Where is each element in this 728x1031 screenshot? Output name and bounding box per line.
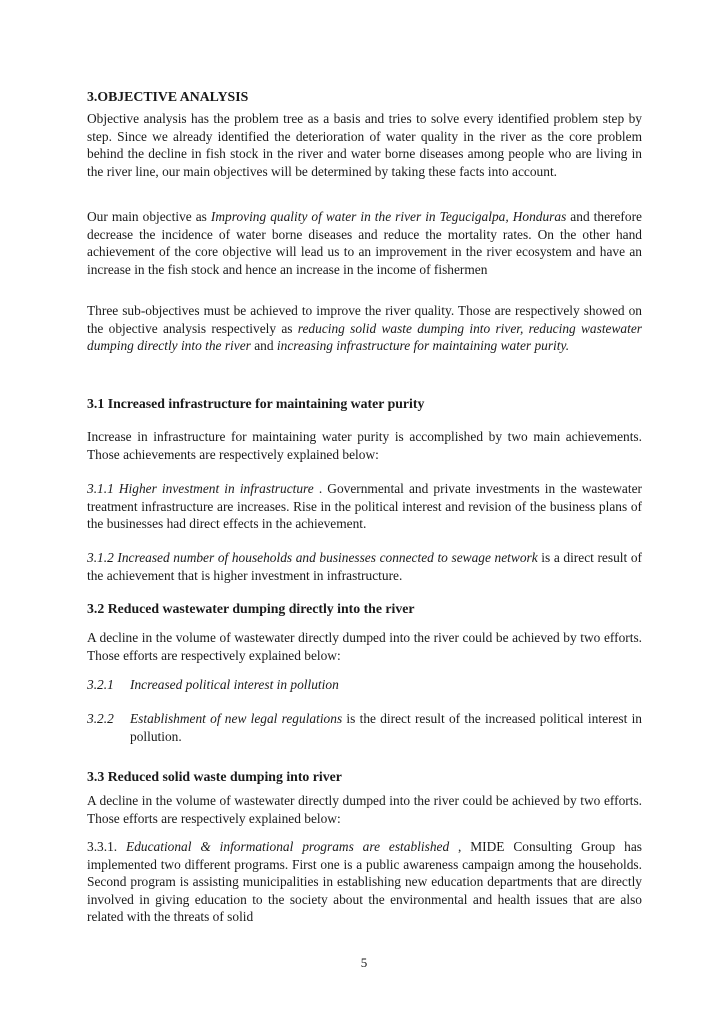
paragraph-objective-intro: Objective analysis has the problem tree as a basis and tries to solve every identified problem step by step. Since we already identified the deterioration of water quality in the river as the core problem behind the decline in fish stock in the river and water borne diseases among people who are living in the river line, our main objectives will be determined by taking these facts into account. (87, 111, 642, 179)
section-3-2-2-number: 3.2.2 (87, 711, 114, 726)
section-3-1-heading: 3.1 Increased infrastructure for maintaining water purity (87, 396, 425, 411)
section-3-1-2-text: is a direct result of the achievement that is higher investment in infrastructure. (87, 550, 642, 583)
section-3-1-intro: Increase in infrastructure for maintaining water purity is accomplished by two main achievements. Those achievements are respectively explained below: (87, 429, 642, 462)
page-number: 5 (360, 955, 368, 970)
section-3-2-1-title: Increased political interest in pollution (130, 677, 339, 692)
sub-objectives-text-a: Three sub-objectives must be achieved to improve the river quality. Those are respectively showed on the objective analysis respectively as (87, 303, 642, 336)
section-3-3-1-number: 3.3.1. (87, 839, 127, 854)
paragraph-sub-objectives (87, 302, 642, 355)
section-3-3-1 (87, 838, 642, 926)
section-3-1-1-text: . Governmental and private investments in the wastewater treatment infrastructure are increases. Rise in the political interest and revision of the business plans of the businesses had direct effects in the achievement. (87, 481, 642, 531)
paragraph-main-objective (87, 208, 642, 278)
section-3-3-heading: 3.3 Reduced solid waste dumping into river (87, 769, 342, 784)
section-3-1-2 (87, 549, 642, 584)
section-3-2-1-number: 3.2.1 (87, 677, 114, 692)
section-3-2-2-title: Establishment of new legal regulations (130, 711, 343, 726)
sub-objectives-emphasis-2: increasing infrastructure for maintaining water purity. (276, 338, 570, 353)
sub-objectives-text-c: and (250, 338, 277, 353)
section-3-3-intro: A decline in the volume of wastewater directly dumped into the river could be achieved by two efforts. Those efforts are respectively explained below: (87, 793, 642, 826)
section-3-1-2-title: 3.1.2 Increased number of households and businesses connected to sewage network (87, 550, 538, 565)
section-3-2-1 (87, 676, 642, 694)
main-objective-text-a: Our main objective as (87, 209, 211, 224)
section-3-3-1-text: , MIDE Consulting Group has implemented two different programs. First one is a public awareness campaign among the households. Second program is assisting municipalities in establishing new education departments that are directly involved in giving education to the society about the environmental and health issues that are also related with the threats of solid (87, 839, 642, 924)
section-3-2-2-text: is the direct result of the increased political interest in pollution. (130, 711, 642, 744)
sub-objectives-emphasis-1: reducing solid waste dumping into river, reducing wastewater dumping directly into the river (87, 320, 642, 353)
section-3-3-1-title: Educational & informational programs are established (126, 839, 450, 854)
main-objective-emphasis: Improving quality of water in the river in Tegucigalpa, Honduras (210, 209, 567, 224)
main-heading: 3.OBJECTIVE ANALYSIS (87, 89, 249, 104)
section-3-2-2 (87, 710, 642, 745)
section-3-2-intro: A decline in the volume of wastewater directly dumped into the river could be achieved by two efforts. Those efforts are respectively explained below: (87, 630, 642, 663)
section-3-2-heading: 3.2 Reduced wastewater dumping directly into the river (87, 601, 415, 616)
main-objective-text-c: and therefore decrease the incidence of water borne diseases and reduce the mortality rates. On the other hand achievement of the core objective will lead us to an improvement in the river ecosystem and have an increase in the fish stock and hence an increase in the income of fishermen (87, 209, 642, 277)
section-3-1-1-title: 3.1.1 Higher investment in infrastructure (87, 481, 314, 496)
section-3-1-1 (87, 480, 642, 533)
section-3-2-2-body (130, 710, 642, 745)
